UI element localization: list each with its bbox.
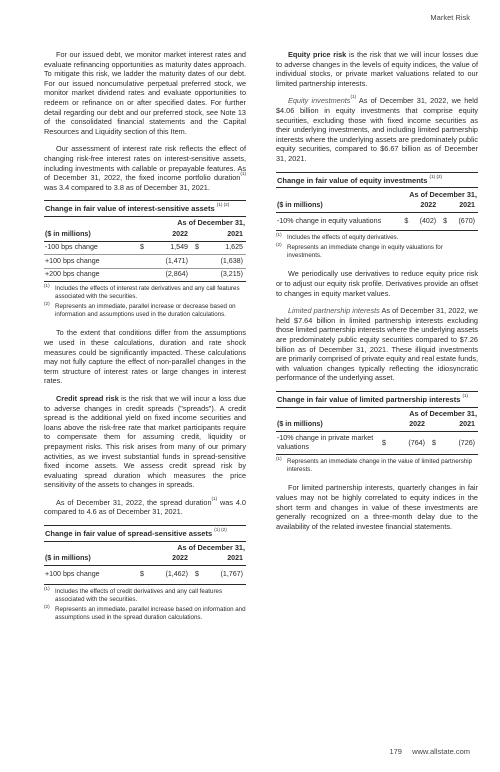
year-2022: 2022 xyxy=(400,199,439,212)
paragraph: We periodically use derivatives to reduce equity price risk or to adjust our equity risk profile. Derivatives provide an offset to changes in equity market values. xyxy=(276,269,478,298)
table-asof: As of December 31, xyxy=(177,543,245,553)
table-row: +100 bps change $ (1,462) $ (1,767) xyxy=(44,566,246,585)
table-unit: ($ in millions) xyxy=(276,419,378,432)
paragraph-equity-investments: Equity investments$^{(1)}$ As of December 31, 2022, we held $4.06 billion in equity investments that comprise equity securities, excluding those with fixed income securities as their underlying investments, and including limited partnership interests where the underlying assets are predominately public equity securities, compared to $6.67 billion as of December 31, 2021. xyxy=(276,94,478,163)
table-asof: As of December 31, xyxy=(177,218,245,228)
table-row: +200 bps change (2,864) (3,215) xyxy=(44,268,246,282)
table-footnotes: $^{(1)}$ Includes the effects of equity derivatives. $^{(2)}$ Represents an immediate change in equity valuations for investments. xyxy=(276,232,443,260)
table-title: Change in fair value of limited partnership interests $^{(1)}$ xyxy=(276,391,478,407)
paragraph: For limited partnership interests, quarterly changes in fair values may not be highly correlated to equity indices in the short term and changes in value of these investments are generally recognized on a three-month delay due to the availability of the related investee financial statements. xyxy=(276,483,478,531)
paragraph-duration: Our assessment of interest rate risk reflects the effect of changing risk-free interest rates on interest-sensitive assets, including investments with callable or prepayable features. As of December 31, 2022, the fixed income portfolio duration$^{(1)}$ was 3.4 compared to 3.8 as of December 31, 2021. xyxy=(44,144,246,192)
page-footer xyxy=(389,747,470,756)
year-2022: 2022 xyxy=(136,228,191,241)
table-footnotes: $^{(1)}$ Represents an immediate change in the value of limited partnership interests. xyxy=(276,456,473,474)
table-title: Change in fair value of spread-sensitive assets $^{(1) (2)}$ xyxy=(44,526,246,542)
interest-sensitive-table xyxy=(44,200,246,282)
table-row: -10% change in equity valuations $ (402) $ (670) xyxy=(276,212,478,231)
paragraph-limited-partnerships: Limited partnership interests As of December 31, 2022, we held $7.64 billion in limited partnership interests excluding those limited partnership interests where the underlying assets are predominately public equity securities compared to $7.26 billion as of December 31, 2021. These illiquid investments are primarily comprised of private equity and real estate funds, with valuation changes typically reflecting the idiosyncratic performance of the underlying asset. xyxy=(276,306,478,383)
table-unit: ($ in millions) xyxy=(276,199,400,212)
paragraph-equity-price-risk: Equity price risk is the risk that we will incur losses due to adverse changes in the levels of equity indices, the value of individual stocks, or private market valuations related to our limited partnership interests. xyxy=(276,50,478,88)
table-title: Change in fair value of interest-sensitive assets $^{(1) (2)}$ xyxy=(44,201,246,217)
year-2021: 2021 xyxy=(191,553,246,566)
website-link[interactable]: www.allstate.com xyxy=(412,747,470,756)
year-2021: 2021 xyxy=(439,199,478,212)
table-unit: ($ in millions) xyxy=(44,553,136,566)
year-2021: 2021 xyxy=(428,419,478,432)
table-asof: As of December 31, xyxy=(409,189,477,199)
paragraph: For our issued debt, we monitor market interest rates and evaluate refinancing opportunities as maturity dates approach. To mitigate this risk, we ladder the maturity dates of our debt. For our issued noncumulative perpetual preferred stock, we monitor market dividend rates and evaluate opportunities to redeem or refinance on or after specified dates. For further detail regarding our debt and our preferred stock, see Note 13 of the consolidated financial statements and the Capital Resources and Liquidity section of this Item. xyxy=(44,50,246,136)
limited-partnership-table xyxy=(276,391,478,455)
table-footnotes: $^{(1)}$ Includes the effects of credit derivatives and any call features associated with the securities. $^{(2)}$ Represents an immediate, parallel increase based on information and assumptions used in the spread duration calculations. xyxy=(44,585,246,621)
paragraph: To the extent that conditions differ from the assumptions we used in these calculations, duration and rate shock measures could be significantly impacted. These calculations may not fully capture the effect of non-parallel changes in the term structure of interest rates or large changes in interest rates. xyxy=(44,328,246,386)
table-row: +100 bps change (1,471) (1,638) xyxy=(44,255,246,269)
spread-sensitive-table xyxy=(44,525,246,585)
paragraph-credit-spread: Credit spread risk is the risk that we will incur a loss due to adverse changes in credit spreads ("spreads"). A credit spread is the additional yield on fixed income securities and loans above the risk-free rate that market participants require to compensate them for assuming credit, liquidity or prepayment risks. This risk arises from many of our primary activities, as we invest substantial funds in spread-sensitive fixed income assets. We assess credit spread risk by evaluating spread duration which measures the price sensitivity of the assets to changes in spreads. xyxy=(44,393,246,490)
page-number: 179 xyxy=(389,747,402,756)
left-column xyxy=(44,50,246,631)
paragraph-spread-duration: As of December 31, 2022, the spread duration$^{(1)}$ was 4.0 compared to 4.6 as of December 31, 2021. xyxy=(44,495,246,517)
year-2022: 2022 xyxy=(136,553,191,566)
year-2022: 2022 xyxy=(378,419,428,432)
table-title: Change in fair value of equity investments $^{(1) (2)}$ xyxy=(276,172,478,188)
equity-investments-table xyxy=(276,172,478,232)
section-header: Market Risk xyxy=(430,13,470,22)
year-2021: 2021 xyxy=(191,228,246,241)
table-row: -10% change in private market valuations $ (764) $ (726) xyxy=(276,432,478,455)
right-column xyxy=(276,50,478,539)
table-footnotes: $^{(1)}$ Includes the effects of interest rate derivatives and any call features associated with the securities. $^{(2)}$ Represents an immediate, parallel increase or decrease based on information and assumptions used in the duration calculations. xyxy=(44,283,240,319)
table-unit: ($ in millions) xyxy=(44,228,136,241)
table-asof: As of December 31, xyxy=(409,409,477,419)
table-row: -100 bps change $ 1,549 $ 1,625 xyxy=(44,241,246,255)
